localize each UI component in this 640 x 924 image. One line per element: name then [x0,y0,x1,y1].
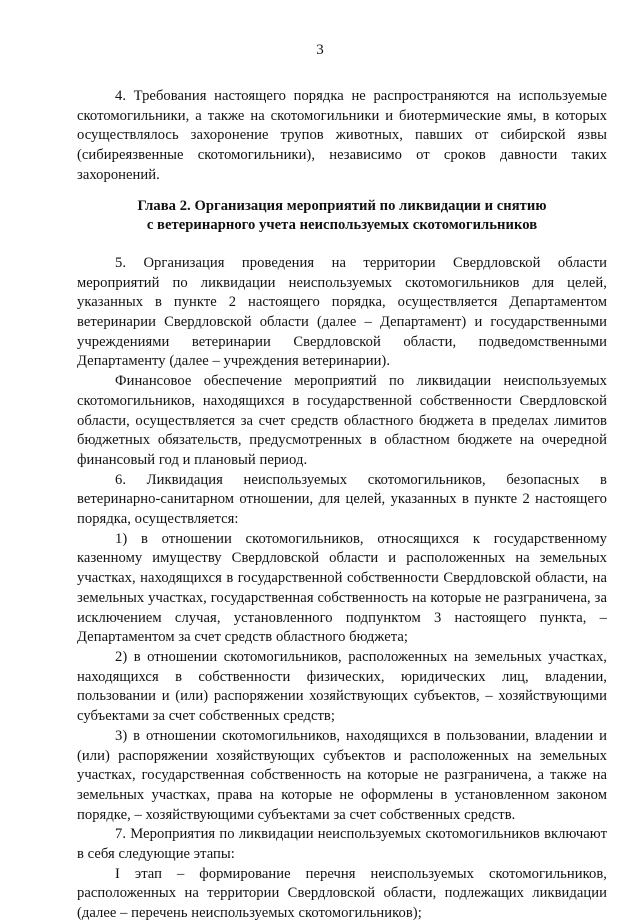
document-body [77,87,607,924]
subparagraph-6-3: 3) в отношении скотомогильников, находящихся в пользовании, владении и (или) распоряжении хозяйствующих субъектов и расположенных на земельных участках, государственная собственность на которые не разграничена, а также на земельных участках, права на которые не оформлены в установленном законом порядке, – хозяйствующими субъектами за счет собственных средств. [77,727,607,823]
paragraph-5: 5. Организация проведения на территории Свердловской области мероприятий по ликвидации неиспользуемых скотомогильников для целей, указанных в пункте 2 настоящего порядка, осуществляется Департаментом ветеринарии Свердловской области (далее – Департамент) и государственными учреждениями ветеринарии Свердловской области, подведомственными Департаменту (далее – учреждения ветеринарии). [77,254,607,370]
paragraph-7: 7. Мероприятия по ликвидации неиспользуемых скотомогильников включают в себя следующие этапы: [77,826,607,863]
stage-1: I этап – формирование перечня неиспользуемых скотомогильников, расположенных на территории Свердловской области, подлежащих ликвидации (далее – перечень неиспользуемых скотомогильников); [77,865,607,922]
chapter-heading [77,197,607,236]
subparagraph-6-2: 2) в отношении скотомогильников, расположенных на земельных участках, находящихся в собственности физических, юридических лиц, владении, пользовании и (или) распоряжении хозяйствующих субъектов, – хозяйствующими субъектами за счет собственных средств; [77,648,607,725]
paragraph-4: 4. Требования настоящего порядка не распространяются на используемые скотомогильники, а также на скотомогильники и биотермические ямы, в которых осуществлялось захоронение трупов животных, павших от сибирской язвы (сибиреязвенные скотомогильники), независимо от сроков давности таких захоронений. [77,88,607,183]
paragraph-financing: Финансовое обеспечение мероприятий по ликвидации неиспользуемых скотомогильников, находящихся в государственной собственности Свердловской области, осуществляется за счет средств областного бюджета в пределах лимитов бюджетных обязательств, предусмотренных в областном бюджете на очередной финансовый год и плановый период. [77,373,607,468]
subparagraph-6-1: 1) в отношении скотомогильников, относящихся к государственному казенному имуществу Свердловской области и расположенных на земельных участках, находящихся в государственной собственности Свердловской области, на земельных участках, государственная собственность на которые не разграничена, за исключением случая, установленного подпунктом 3 настоящего пункта, – Департаментом за счет средств областного бюджета; [77,530,607,646]
page-number: 3 [316,42,324,58]
chapter-heading-line-1: Глава 2. Организация мероприятий по ликвидации и снятию [137,197,547,214]
chapter-heading-line-2: с ветеринарного учета неиспользуемых скотомогильников [146,217,538,234]
paragraph-6: 6. Ликвидация неиспользуемых скотомогильников, безопасных в ветеринарно-санитарном отношении, для целей, указанных в пункте 2 настоящего порядка, осуществляется: [77,471,607,528]
